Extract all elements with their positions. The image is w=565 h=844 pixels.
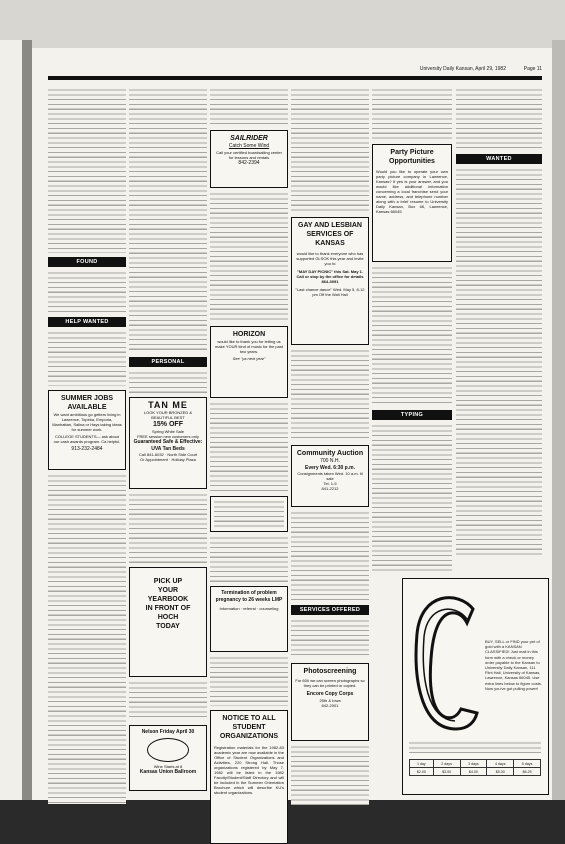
column-4 bbox=[291, 88, 369, 788]
photo-body: For 60¢ we can screen photographs so they can be printed or copied. bbox=[295, 678, 365, 688]
notice-student-orgs-ad bbox=[210, 710, 288, 844]
classified-text-block bbox=[129, 371, 207, 393]
termination-info: Information · referral · counseling bbox=[219, 606, 279, 611]
page-number: Page 11 bbox=[523, 66, 542, 72]
friday-event-ad bbox=[129, 725, 207, 791]
section-banner-personal: PERSONAL bbox=[129, 357, 207, 367]
classified-text-block bbox=[291, 349, 369, 441]
photo-phone: 842-2001 bbox=[321, 702, 339, 708]
event-illustration-icon bbox=[147, 738, 189, 762]
rate-head-3: 3 days bbox=[460, 760, 487, 768]
summer-jobs-ad bbox=[48, 390, 126, 470]
classified-text-block bbox=[210, 402, 288, 492]
tanime-phone: Call 841-6032 · North Side Court bbox=[138, 452, 198, 457]
classified-text: BUY, SELL or FIND your pet of gold with a KANSAN CLASSIFIED! Just mail in this form with a check or money order payable to the Kansan to University Daily Kansan, 111 Flint Hall, University of Kansas, Lawrence, Kansas 66045. Use extra lines below to figure costs. Now you've got pulling power! bbox=[485, 639, 542, 691]
gay-title: GAY AND LESBIAN SERVICES OF KANSAS bbox=[298, 222, 362, 247]
friday-venue: Kansas Union Ballroom bbox=[139, 768, 197, 775]
notice-body: Registration materials for the 1982-83 academic year are now available in the Office of Student Organizations and Activities, 220 Strong Hall. Those organizations registered by May 7, 1982 will be listed in the 1982 Faculty/Student/Staff Directory and will be included in the Summer Orientation Brochure which will describe KU's student organizations. bbox=[214, 745, 284, 795]
tanime-line1: LOOK YOUR BRONZED & BEAUTIFUL BEST bbox=[143, 410, 193, 420]
auction-tel: Tel. 1-5 bbox=[323, 481, 337, 486]
friday-sub: Wine Starts at 8 bbox=[153, 763, 183, 769]
header-rule bbox=[48, 76, 542, 80]
sailrider-brand: SAILRIDER bbox=[230, 135, 268, 142]
classified-text-block bbox=[210, 536, 288, 582]
yearbook-line1: PICK UP bbox=[153, 578, 183, 585]
publication-title: University Daily Kansan, April 29, 1982 bbox=[419, 66, 506, 72]
auction-title: Community Auction bbox=[296, 450, 364, 457]
column-6 bbox=[456, 88, 542, 568]
gay-body: would like to thank everyone who has supported GLSOK this year and invite you to bbox=[296, 251, 364, 266]
classified-rates-table bbox=[409, 759, 541, 776]
column-3 bbox=[210, 88, 288, 795]
tanime-ad bbox=[129, 397, 207, 489]
yearbook-line3: YEARBOOK bbox=[147, 596, 189, 603]
rate-value-1: $2.00 bbox=[410, 768, 434, 776]
party-picture-ad bbox=[372, 144, 452, 262]
rate-head-4: 4 days bbox=[487, 760, 514, 768]
classified-text-block bbox=[456, 88, 542, 150]
horizon-tag: See "ya next year" bbox=[232, 356, 266, 361]
auction-address: 700 N.H. bbox=[320, 458, 340, 464]
rate-head-2: 2 days bbox=[433, 760, 460, 768]
auction-time: Every Wed. 6:30 p.m. bbox=[305, 464, 355, 471]
sailrider-phone: 842-2394 bbox=[238, 159, 260, 166]
horizon-ad bbox=[210, 326, 288, 398]
yearbook-line6: TODAY bbox=[156, 623, 180, 630]
classified-text-block bbox=[48, 331, 126, 386]
tanime-guarantee: Guaranteed Safe & Effective: UVA Tan Beds bbox=[133, 439, 203, 452]
termination-ad bbox=[210, 586, 288, 652]
classified-text-block bbox=[129, 681, 207, 721]
yearbook-line5: HOCH bbox=[157, 614, 179, 621]
page-edge bbox=[552, 40, 565, 800]
notice-title: NOTICE TO ALL STUDENT ORGANIZATIONS bbox=[219, 715, 279, 740]
yearbook-line4: IN FRONT OF bbox=[145, 605, 191, 612]
sailrider-body: Call your certified boardsailing center for lessons and rentals bbox=[216, 149, 282, 160]
kansan-classified-form-ad bbox=[402, 578, 549, 795]
yearbook-line2: YOUR bbox=[157, 587, 179, 594]
classified-text-block bbox=[291, 88, 369, 213]
section-banner-found: FOUND bbox=[48, 257, 126, 267]
party-body: Would you like to operate your own party picture company in Lawrence, Kansas? If yes is your answer, and you would like additional information concerning a local franchise send your name, address, and telephone number along with a brief resume to University Daily Kansan, Box 66, Lawrence, Kansas 66045 bbox=[376, 169, 448, 214]
tanime-offer: 15% OFF bbox=[153, 421, 183, 428]
summer-jobs-college: COLLEGE STUDENTS— ask about our cash awards program. Ca helpful. bbox=[53, 434, 121, 444]
classified-text-block bbox=[291, 511, 369, 601]
yearbook-ad bbox=[129, 567, 207, 677]
classified-text-block bbox=[372, 88, 452, 140]
section-banner-wanted: WANTED bbox=[456, 154, 542, 164]
classified-text-block bbox=[456, 168, 542, 558]
auction-phone: 841-2212 bbox=[321, 486, 339, 491]
summer-jobs-title: SUMMER JOBS AVAILABLE bbox=[60, 395, 114, 411]
classified-text-block bbox=[210, 192, 288, 322]
section-banner-services-offered: SERVICES OFFERED bbox=[291, 605, 369, 615]
tanime-line4: Or Appointment · Holiday Plaza bbox=[140, 457, 196, 462]
sailrider-title: Catch Some Wind bbox=[228, 143, 270, 149]
photo-address: 25th & Iowa bbox=[319, 697, 341, 703]
small-ad-text bbox=[214, 500, 284, 528]
community-auction-ad bbox=[291, 445, 369, 507]
party-title: Party Picture Opportunities bbox=[389, 149, 435, 165]
photoscreening-ad bbox=[291, 663, 369, 741]
classified-text-block bbox=[48, 88, 126, 253]
column-1 bbox=[48, 88, 126, 788]
summer-jobs-phone: 913-232-2484 bbox=[71, 446, 103, 452]
tanime-line3: FREE session new customers only bbox=[137, 434, 199, 439]
gay-dance: "Last chance dance" Wed. May 5, 8-12 pm Off the Wall Hall bbox=[295, 287, 365, 297]
classified-text-block bbox=[48, 474, 126, 804]
small-boxed-ad bbox=[210, 496, 288, 532]
previous-page-edge bbox=[0, 40, 23, 800]
classified-text-block bbox=[372, 266, 452, 406]
horizon-body: would like to thank you for letting us make YOUR kind of music for the past two years. bbox=[215, 339, 283, 354]
big-letter-c-icon bbox=[411, 589, 481, 739]
sailrider-ad bbox=[210, 130, 288, 188]
classified-form-lines bbox=[409, 741, 541, 753]
binding-gutter bbox=[22, 40, 32, 800]
classified-text-block bbox=[129, 88, 207, 353]
tanime-line2: Spring White Sale bbox=[151, 429, 184, 434]
auction-consign: Consignments taken Wed. 10 a.m. til sale bbox=[297, 471, 363, 481]
classified-text-block bbox=[291, 619, 369, 659]
classified-text-block bbox=[372, 424, 452, 574]
photo-company: Encore Copy Corps bbox=[306, 691, 354, 697]
summer-jobs-body: We want ambitious go getters living in Lawrence, Topeka, Emporia, Manhattan, Salina or Hays taking ideas for summer work. bbox=[52, 412, 122, 432]
classified-text-block bbox=[129, 493, 207, 563]
rate-value-4: $5.00 bbox=[487, 768, 514, 776]
newspaper-page bbox=[32, 48, 552, 800]
rate-value-5: $6.25 bbox=[514, 768, 541, 776]
photo-title: Photoscreening bbox=[303, 668, 357, 675]
rate-head-5: 5 days bbox=[514, 760, 541, 768]
column-2 bbox=[129, 88, 207, 788]
rate-head-1: 1 day bbox=[410, 760, 434, 768]
section-banner-help-wanted: HELP WANTED bbox=[48, 317, 126, 327]
horizon-title: HORIZON bbox=[232, 331, 266, 338]
gay-event: "MAY DAY PICNIC" this Sat. May 1. Call or stop by the office for details 864-3091 bbox=[296, 269, 364, 284]
classified-text-block bbox=[291, 745, 369, 805]
termination-title: Termination of problem pregnancy to 26 weeks LMP bbox=[215, 590, 283, 603]
tanime-brand: TAN ME bbox=[148, 400, 188, 410]
page-header bbox=[32, 62, 552, 76]
classified-text-block bbox=[48, 271, 126, 313]
classified-text-block bbox=[210, 88, 288, 126]
friday-title: Nelson Friday April 30 bbox=[141, 729, 195, 735]
section-banner-typing: TYPING bbox=[372, 410, 452, 420]
classified-text-block bbox=[210, 656, 288, 706]
column-5 bbox=[372, 88, 452, 568]
rate-value-2: $3.00 bbox=[433, 768, 460, 776]
gay-lesbian-services-ad bbox=[291, 217, 369, 345]
rate-value-3: $4.00 bbox=[460, 768, 487, 776]
